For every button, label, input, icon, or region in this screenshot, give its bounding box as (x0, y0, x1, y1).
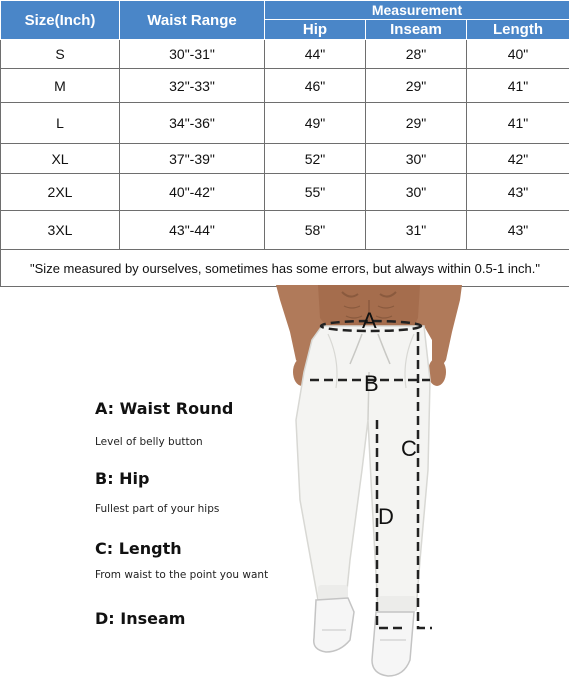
cell-length: 43" (467, 211, 569, 250)
cell-length: 41" (467, 69, 569, 103)
legend-a-title: A: Waist Round (95, 399, 234, 418)
cell-inseam: 29" (366, 69, 467, 103)
cell-size: 3XL (1, 211, 120, 250)
measurement-note: "Size measured by ourselves, sometimes has some errors, but always within 0.5-1 inch." (1, 250, 569, 287)
cell-size: 2XL (1, 174, 120, 211)
cell-waist: 37"-39" (120, 144, 265, 174)
legend-d-title: D: Inseam (95, 609, 186, 628)
header-inseam: Inseam (366, 20, 467, 40)
legend-a-desc: Level of belly button (95, 436, 203, 448)
size-chart (0, 0, 569, 285)
cell-size: M (1, 69, 120, 103)
header-waist-range: Waist Range (120, 1, 265, 40)
header-length: Length (467, 20, 569, 40)
header-measurement: Measurement (265, 1, 569, 20)
cell-waist: 34"-36" (120, 103, 265, 144)
table-row (1, 69, 569, 103)
label-b: B (364, 371, 379, 396)
cell-inseam: 30" (366, 174, 467, 211)
cell-inseam: 30" (366, 144, 467, 174)
legend-b-desc: Fullest part of your hips (95, 503, 220, 515)
cell-waist: 32"-33" (120, 69, 265, 103)
table-row (1, 174, 569, 211)
pants-measurement-illustration (270, 285, 569, 679)
cell-length: 41" (467, 103, 569, 144)
cell-size: S (1, 40, 120, 69)
label-a: A (362, 308, 377, 333)
cell-hip: 49" (265, 103, 366, 144)
cell-waist: 43"-44" (120, 211, 265, 250)
size-table (0, 0, 569, 287)
legend-b-title: B: Hip (95, 469, 150, 488)
cell-hip: 46" (265, 69, 366, 103)
pants-image (296, 326, 430, 612)
label-c: C (401, 436, 417, 461)
cell-hip: 52" (265, 144, 366, 174)
cell-length: 42" (467, 144, 569, 174)
cell-length: 43" (467, 174, 569, 211)
cell-hip: 58" (265, 211, 366, 250)
cell-hip: 55" (265, 174, 366, 211)
cell-inseam: 31" (366, 211, 467, 250)
cell-hip: 44" (265, 40, 366, 69)
cell-size: L (1, 103, 120, 144)
table-row (1, 144, 569, 174)
table-note-row (1, 250, 569, 287)
table-row (1, 103, 569, 144)
table-row (1, 211, 569, 250)
cell-length: 40" (467, 40, 569, 69)
cell-waist: 40"-42" (120, 174, 265, 211)
legend-c-title: C: Length (95, 539, 182, 558)
header-hip: Hip (265, 20, 366, 40)
cell-size: XL (1, 144, 120, 174)
table-row (1, 40, 569, 69)
cell-inseam: 29" (366, 103, 467, 144)
legend-c-desc: From waist to the point you want (95, 569, 269, 581)
label-d: D (378, 504, 394, 529)
cell-inseam: 28" (366, 40, 467, 69)
cell-waist: 30"-31" (120, 40, 265, 69)
header-size: Size(Inch) (1, 1, 120, 40)
